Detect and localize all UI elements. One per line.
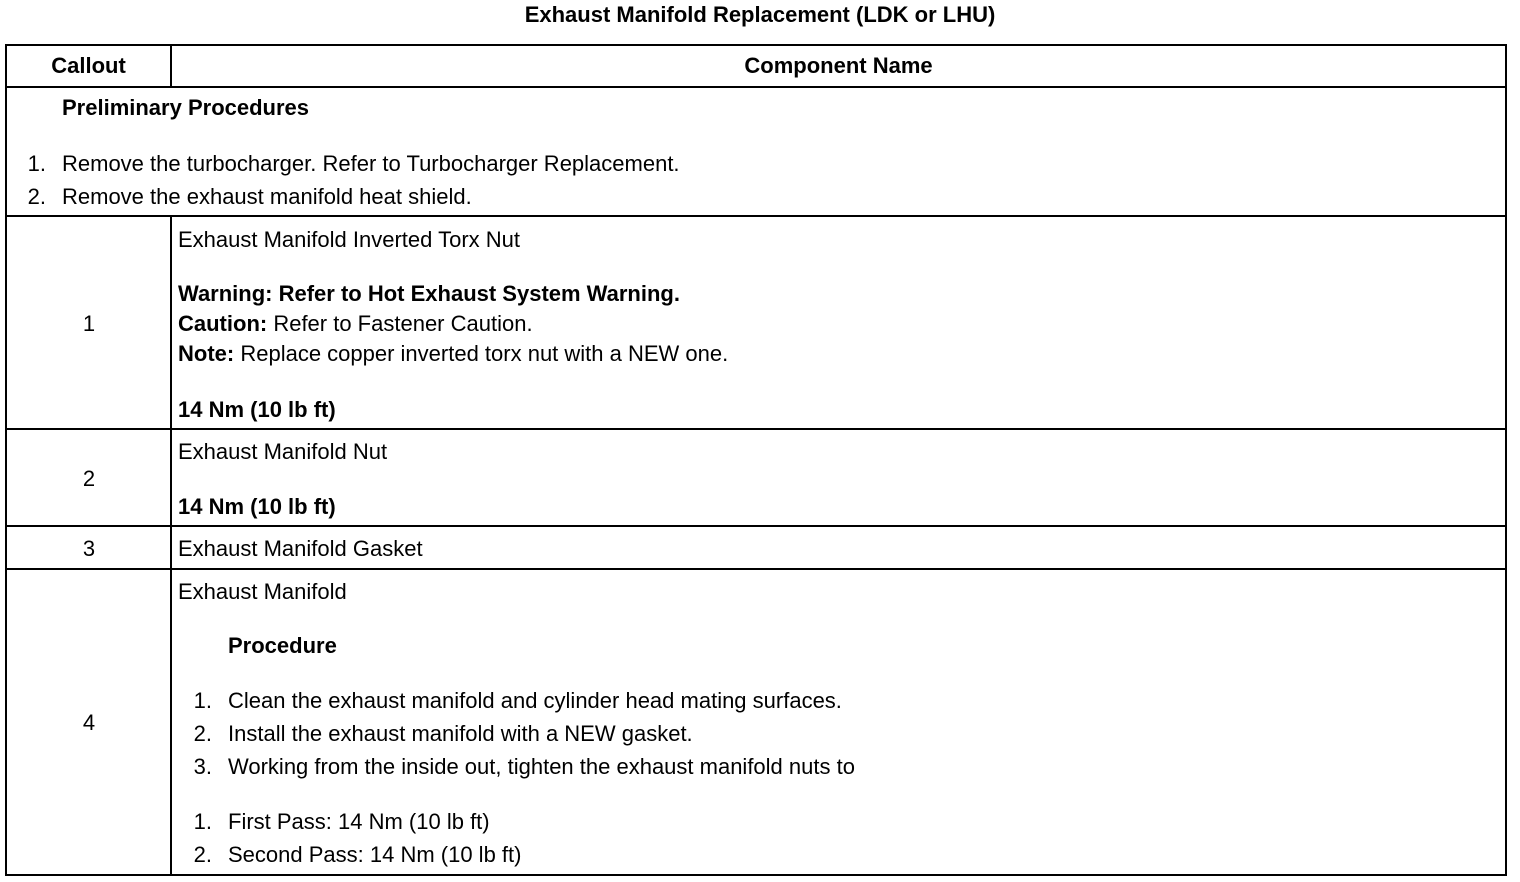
note-line [178, 341, 728, 367]
callout-number: 3 [82, 536, 96, 561]
procedure-step-text: Working from the inside out, tighten the exhaust manifold nuts to [228, 754, 855, 779]
component-name: Exhaust Manifold Gasket [178, 536, 423, 561]
procedure-step-number: 3. [193, 754, 212, 779]
caution-label: Caution: [178, 311, 268, 336]
procedure-step-number: 2. [193, 721, 212, 746]
header-callout: Callout [51, 53, 126, 78]
procedure-step-text: Clean the exhaust manifold and cylinder head mating surfaces. [228, 688, 842, 713]
warning-text: Warning: Refer to Hot Exhaust System Warning. [178, 281, 680, 306]
preliminary-divider [5, 215, 1507, 217]
preliminary-step-text: Remove the turbocharger. Refer to Turbocharger Replacement. [62, 151, 680, 176]
procedure-heading: Procedure [228, 633, 337, 658]
row-3-divider [5, 568, 1507, 570]
torque-spec: 14 Nm (10 lb ft) [178, 397, 336, 422]
preliminary-heading: Preliminary Procedures [62, 95, 310, 120]
callout-number: 2 [82, 466, 96, 491]
procedure-step-number: 1. [193, 688, 212, 713]
caution-line [178, 311, 533, 337]
header-divider [5, 86, 1507, 88]
component-name: Exhaust Manifold Inverted Torx Nut [178, 227, 520, 252]
note-label: Note: [178, 341, 235, 366]
row-2-divider [5, 525, 1507, 527]
component-name: Exhaust Manifold [178, 579, 347, 604]
caution-text: Refer to Fastener Caution. [267, 311, 533, 336]
preliminary-step-number: 1. [27, 151, 46, 176]
substep-number: 1. [193, 809, 212, 834]
header-component-name: Component Name [744, 53, 933, 78]
preliminary-step-text: Remove the exhaust manifold heat shield. [62, 184, 472, 209]
substep-text: First Pass: 14 Nm (10 lb ft) [228, 809, 490, 834]
note-text: Replace copper inverted torx nut with a NEW one. [234, 341, 729, 366]
component-name: Exhaust Manifold Nut [178, 439, 388, 464]
page-title: Exhaust Manifold Replacement (LDK or LHU) [524, 2, 996, 27]
callout-number: 1 [82, 311, 96, 336]
torque-spec: 14 Nm (10 lb ft) [178, 494, 336, 519]
substep-text: Second Pass: 14 Nm (10 lb ft) [228, 842, 522, 867]
substep-number: 2. [193, 842, 212, 867]
row-1-divider [5, 428, 1507, 430]
preliminary-step-number: 2. [27, 184, 46, 209]
callout-number: 4 [82, 710, 96, 735]
procedure-step-text: Install the exhaust manifold with a NEW gasket. [228, 721, 693, 746]
